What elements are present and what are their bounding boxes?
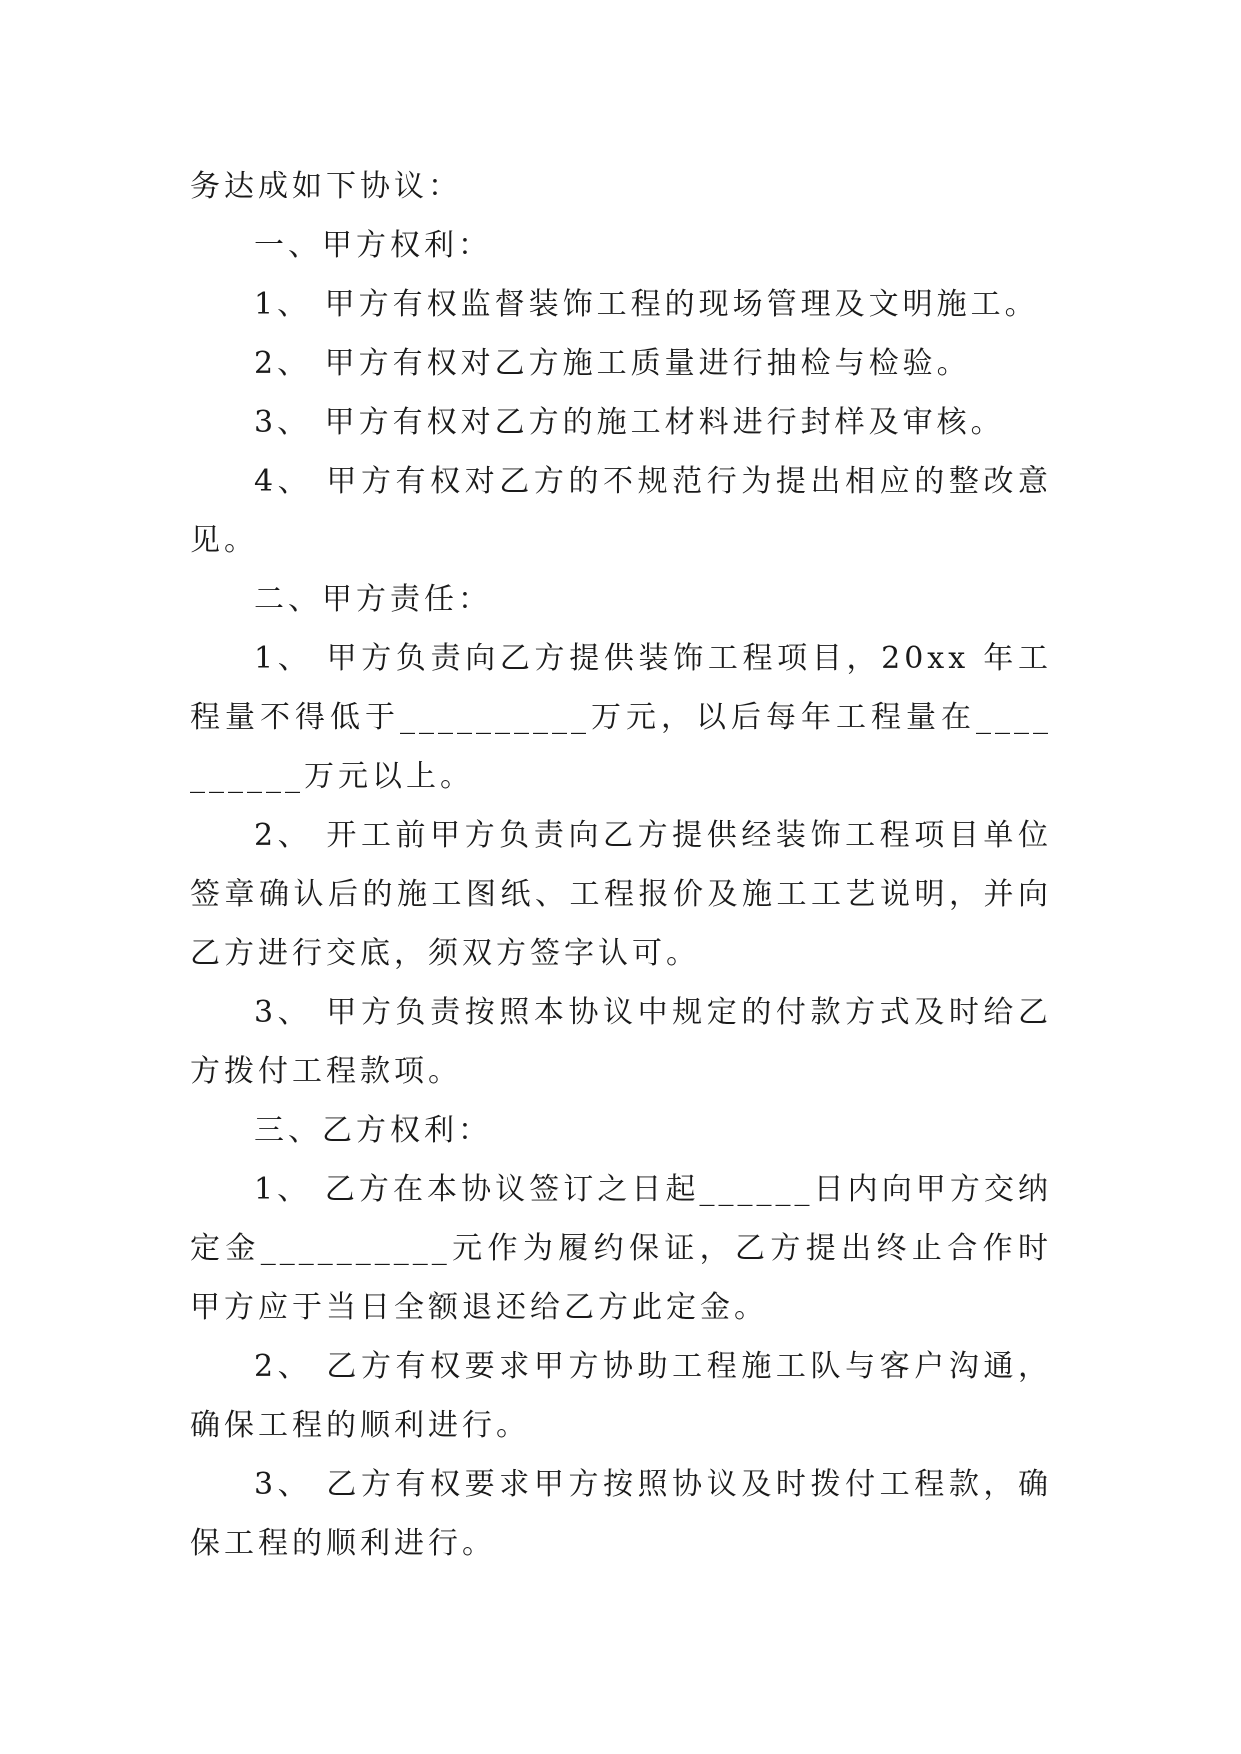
clause-b-rights-1: 1、 乙方在本协议签订之日起______日内向甲方交纳定金__________元作为履约保证，乙方提出终止合作时甲方应于当日全额退还给乙方此定金。	[190, 1172, 1052, 1325]
clause-b-rights-2: 2、 乙方有权要求甲方协助工程施工队与客户沟通，确保工程的顺利进行。	[190, 1349, 1052, 1443]
clause-a-rights-3: 3、 甲方有权对乙方的施工材料进行封样及审核。	[254, 405, 1005, 440]
clause-a-rights-2: 2、 甲方有权对乙方施工质量进行抽检与检验。	[254, 346, 971, 381]
clause-b-rights-3: 3、 乙方有权要求甲方按照协议及时拨付工程款，确保工程的顺利进行。	[190, 1467, 1052, 1561]
paragraph-continuation: 务达成如下协议：	[190, 169, 462, 204]
clause-a-rights-1: 1、 甲方有权监督装饰工程的现场管理及文明施工。	[254, 287, 1039, 322]
clause-a-duties-1: 1、 甲方负责向乙方提供装饰工程项目，20xx 年工程量不得低于__________万元，以后每年工程量在__________万元以上。	[190, 641, 1052, 794]
clause-a-duties-3: 3、 甲方负责按照本协议中规定的付款方式及时给乙方拨付工程款项。	[190, 995, 1052, 1089]
clause-a-rights-4: 4、 甲方有权对乙方的不规范行为提出相应的整改意见。	[190, 464, 1052, 558]
section-heading-party-a-duties: 二、甲方责任：	[254, 582, 492, 617]
section-heading-party-a-rights: 一、甲方权利：	[254, 228, 492, 263]
clause-a-duties-2: 2、 开工前甲方负责向乙方提供经装饰工程项目单位签章确认后的施工图纸、工程报价及施工工艺说明，并向乙方进行交底，须双方签字认可。	[190, 818, 1052, 971]
document-body	[190, 157, 1052, 1573]
section-heading-party-b-rights: 三、乙方权利：	[254, 1113, 492, 1148]
